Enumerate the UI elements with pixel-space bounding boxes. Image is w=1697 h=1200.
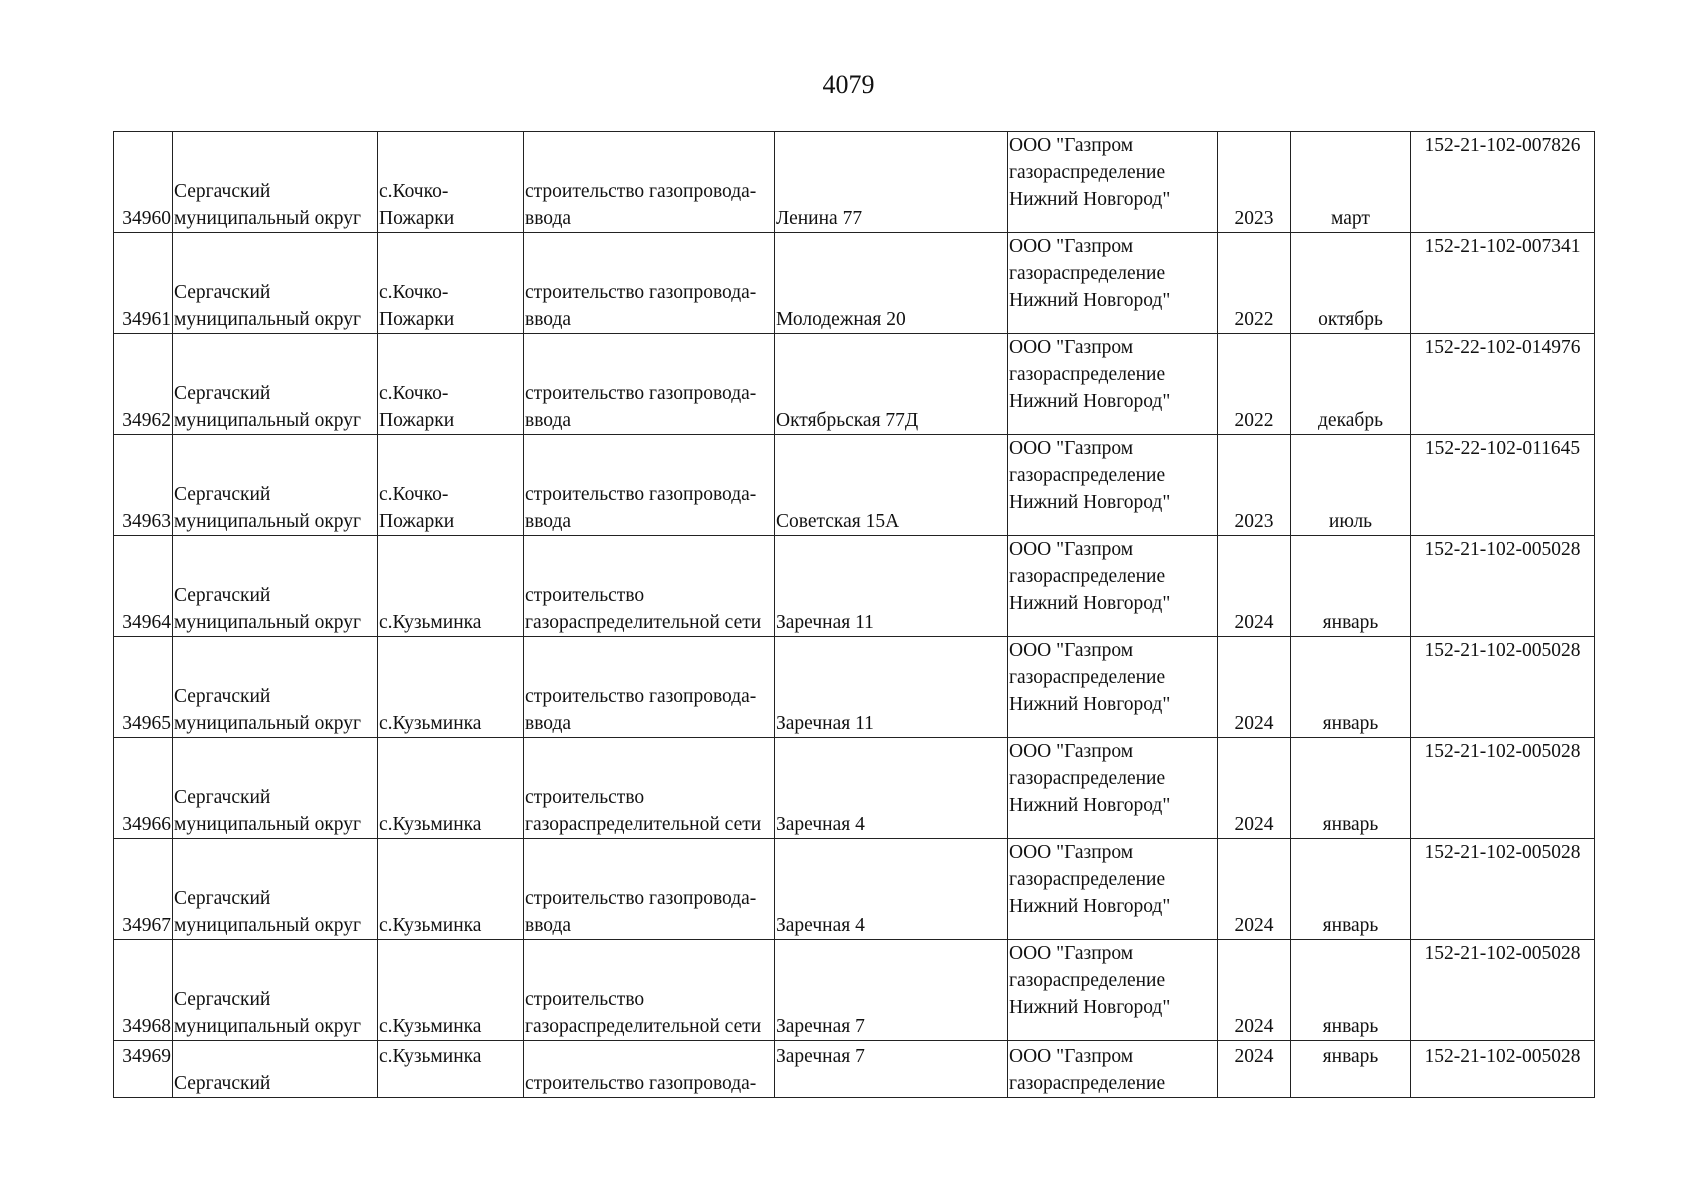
district-cell bbox=[173, 435, 378, 536]
address: Заречная 11 bbox=[776, 713, 874, 734]
locality-cell bbox=[378, 334, 524, 435]
address-cell bbox=[775, 637, 1008, 738]
organization-cell bbox=[1008, 132, 1218, 233]
organization-line: газораспределение bbox=[1009, 869, 1166, 890]
month: декабрь bbox=[1318, 410, 1383, 431]
organization-line: ООО "Газпром bbox=[1009, 337, 1134, 358]
work-type-line: газораспределительной сети bbox=[525, 814, 762, 835]
record-number: 34966 bbox=[122, 814, 171, 835]
work-type-cell bbox=[524, 536, 775, 637]
district-line: Сергачский bbox=[174, 787, 271, 808]
month-cell bbox=[1291, 839, 1411, 940]
month: январь bbox=[1322, 1046, 1379, 1067]
work-type-cell bbox=[524, 940, 775, 1041]
year: 2024 bbox=[1234, 713, 1274, 734]
page-number: 4079 bbox=[822, 70, 875, 99]
application-code: 152-21-102-005028 bbox=[1424, 741, 1581, 762]
district-line: Сергачский bbox=[174, 989, 271, 1010]
address: Заречная 7 bbox=[776, 1046, 865, 1067]
organization-cell bbox=[1008, 839, 1218, 940]
year: 2022 bbox=[1234, 309, 1274, 330]
year-cell bbox=[1218, 233, 1291, 334]
record-number-cell bbox=[114, 1041, 173, 1098]
locality-line: Пожарки bbox=[379, 208, 455, 229]
district-line: муниципальный округ bbox=[174, 309, 362, 330]
locality-line: с.Кузьминка bbox=[379, 915, 482, 936]
organization-line: ООО "Газпром bbox=[1009, 943, 1134, 964]
district-line: муниципальный округ bbox=[174, 410, 362, 431]
record-number: 34964 bbox=[122, 612, 171, 633]
table-row bbox=[114, 435, 1595, 536]
year: 2024 bbox=[1234, 915, 1274, 936]
record-number-cell bbox=[114, 738, 173, 839]
locality-line: с.Кочко- bbox=[379, 181, 449, 202]
month: октябрь bbox=[1318, 309, 1383, 330]
organization-cell bbox=[1008, 637, 1218, 738]
work-type-cell bbox=[524, 738, 775, 839]
organization-line: газораспределение bbox=[1009, 768, 1166, 789]
organization-line: газораспределение bbox=[1009, 465, 1166, 486]
district-line: муниципальный округ bbox=[174, 713, 362, 734]
work-type-cell bbox=[524, 334, 775, 435]
district-cell bbox=[173, 1041, 378, 1098]
locality-cell bbox=[378, 1041, 524, 1098]
district-cell bbox=[173, 334, 378, 435]
district-line: муниципальный округ bbox=[174, 1016, 362, 1037]
organization-line: Нижний Новгород" bbox=[1009, 694, 1171, 715]
year: 2024 bbox=[1234, 1016, 1274, 1037]
record-number: 34968 bbox=[122, 1016, 171, 1037]
table-row bbox=[114, 637, 1595, 738]
district-line: Сергачский bbox=[174, 686, 271, 707]
organization-line: ООО "Газпром bbox=[1009, 438, 1134, 459]
organization-cell bbox=[1008, 940, 1218, 1041]
address-cell bbox=[775, 738, 1008, 839]
locality-cell bbox=[378, 132, 524, 233]
work-type-line: строительство газопровода- bbox=[525, 282, 757, 303]
year: 2023 bbox=[1234, 208, 1274, 229]
district-line: Сергачский bbox=[174, 181, 271, 202]
month: январь bbox=[1322, 713, 1379, 734]
table-row bbox=[114, 839, 1595, 940]
application-code-cell bbox=[1411, 839, 1595, 940]
organization-line: газораспределение bbox=[1009, 1073, 1166, 1094]
record-number-cell bbox=[114, 334, 173, 435]
month: июль bbox=[1328, 511, 1373, 532]
address-cell bbox=[775, 435, 1008, 536]
district-line: муниципальный округ bbox=[174, 511, 362, 532]
address: Заречная 7 bbox=[776, 1016, 865, 1037]
year-cell bbox=[1218, 839, 1291, 940]
work-type-cell bbox=[524, 435, 775, 536]
district-line: Сергачский bbox=[174, 1073, 271, 1094]
record-number: 34963 bbox=[122, 511, 171, 532]
application-code-cell bbox=[1411, 637, 1595, 738]
organization-line: газораспределение bbox=[1009, 667, 1166, 688]
record-number: 34965 bbox=[122, 713, 171, 734]
application-code-cell bbox=[1411, 435, 1595, 536]
year-cell bbox=[1218, 435, 1291, 536]
year: 2022 bbox=[1234, 410, 1274, 431]
application-code: 152-21-102-007341 bbox=[1424, 236, 1581, 257]
organization-line: Нижний Новгород" bbox=[1009, 391, 1171, 412]
organization-cell bbox=[1008, 738, 1218, 839]
organization-line: ООО "Газпром bbox=[1009, 842, 1134, 863]
record-number: 34969 bbox=[122, 1046, 171, 1067]
organization-cell bbox=[1008, 536, 1218, 637]
organization-line: газораспределение bbox=[1009, 566, 1166, 587]
address-cell bbox=[775, 132, 1008, 233]
work-type-cell bbox=[524, 637, 775, 738]
organization-line: ООО "Газпром bbox=[1009, 236, 1134, 257]
month-cell bbox=[1291, 435, 1411, 536]
month-cell bbox=[1291, 233, 1411, 334]
month-cell bbox=[1291, 940, 1411, 1041]
address: Молодежная 20 bbox=[776, 309, 906, 330]
locality-line: Пожарки bbox=[379, 410, 455, 431]
record-number-cell bbox=[114, 536, 173, 637]
record-number-cell bbox=[114, 637, 173, 738]
record-number-cell bbox=[114, 839, 173, 940]
application-code-cell bbox=[1411, 940, 1595, 1041]
district-line: Сергачский bbox=[174, 383, 271, 404]
application-code-cell bbox=[1411, 132, 1595, 233]
address: Ленина 77 bbox=[776, 208, 863, 229]
address: Заречная 11 bbox=[776, 612, 874, 633]
organization-line: газораспределение bbox=[1009, 970, 1166, 991]
locality-cell bbox=[378, 435, 524, 536]
record-number: 34960 bbox=[122, 208, 171, 229]
work-type-cell bbox=[524, 132, 775, 233]
year-cell bbox=[1218, 1041, 1291, 1098]
application-code: 152-21-102-005028 bbox=[1424, 539, 1581, 560]
address-cell bbox=[775, 536, 1008, 637]
work-type-line: газораспределительной сети bbox=[525, 612, 762, 633]
table-row bbox=[114, 536, 1595, 637]
month: январь bbox=[1322, 1016, 1379, 1037]
year-cell bbox=[1218, 536, 1291, 637]
locality-line: с.Кочко- bbox=[379, 484, 449, 505]
work-type-line: строительство bbox=[525, 585, 645, 606]
table-row bbox=[114, 334, 1595, 435]
month-cell bbox=[1291, 132, 1411, 233]
district-cell bbox=[173, 839, 378, 940]
application-code: 152-21-102-005028 bbox=[1424, 640, 1581, 661]
organization-line: газораспределение bbox=[1009, 263, 1166, 284]
district-line: муниципальный округ bbox=[174, 814, 362, 835]
district-cell bbox=[173, 536, 378, 637]
address-cell bbox=[775, 233, 1008, 334]
locality-line: Пожарки bbox=[379, 511, 455, 532]
organization-cell bbox=[1008, 1041, 1218, 1098]
locality-line: с.Кочко- bbox=[379, 282, 449, 303]
district-cell bbox=[173, 233, 378, 334]
year: 2024 bbox=[1234, 1046, 1274, 1067]
table-row bbox=[114, 738, 1595, 839]
organization-cell bbox=[1008, 334, 1218, 435]
work-type-line: ввода bbox=[525, 915, 572, 936]
organization-line: ООО "Газпром bbox=[1009, 1046, 1134, 1067]
address: Заречная 4 bbox=[776, 814, 865, 835]
application-code-cell bbox=[1411, 1041, 1595, 1098]
district-cell bbox=[173, 940, 378, 1041]
work-type-cell bbox=[524, 1041, 775, 1098]
organization-line: ООО "Газпром bbox=[1009, 135, 1134, 156]
year: 2024 bbox=[1234, 612, 1274, 633]
application-code: 152-21-102-005028 bbox=[1424, 842, 1581, 863]
locality-cell bbox=[378, 839, 524, 940]
application-code: 152-21-102-005028 bbox=[1424, 1046, 1581, 1067]
record-number-cell bbox=[114, 132, 173, 233]
record-number: 34967 bbox=[122, 915, 171, 936]
application-code: 152-21-102-007826 bbox=[1424, 135, 1581, 156]
year: 2024 bbox=[1234, 814, 1274, 835]
district-line: Сергачский bbox=[174, 585, 271, 606]
locality-line: с.Кузьминка bbox=[379, 814, 482, 835]
application-code-cell bbox=[1411, 233, 1595, 334]
year-cell bbox=[1218, 738, 1291, 839]
address-cell bbox=[775, 940, 1008, 1041]
address-cell bbox=[775, 839, 1008, 940]
locality-line: с.Кузьминка bbox=[379, 713, 482, 734]
district-cell bbox=[173, 637, 378, 738]
district-line: Сергачский bbox=[174, 484, 271, 505]
month-cell bbox=[1291, 1041, 1411, 1098]
record-number: 34962 bbox=[122, 410, 171, 431]
application-code: 152-21-102-005028 bbox=[1424, 943, 1581, 964]
application-code-cell bbox=[1411, 738, 1595, 839]
district-line: муниципальный округ bbox=[174, 612, 362, 633]
work-type-line: газораспределительной сети bbox=[525, 1016, 762, 1037]
month-cell bbox=[1291, 637, 1411, 738]
organization-line: Нижний Новгород" bbox=[1009, 593, 1171, 614]
organization-line: Нижний Новгород" bbox=[1009, 290, 1171, 311]
work-type-line: ввода bbox=[525, 511, 572, 532]
table-row bbox=[114, 233, 1595, 334]
application-code: 152-22-102-014976 bbox=[1424, 337, 1581, 358]
organization-line: Нижний Новгород" bbox=[1009, 795, 1171, 816]
locality-cell bbox=[378, 738, 524, 839]
month-cell bbox=[1291, 334, 1411, 435]
record-number: 34961 bbox=[122, 309, 171, 330]
address-cell bbox=[775, 334, 1008, 435]
locality-cell bbox=[378, 940, 524, 1041]
organization-line: ООО "Газпром bbox=[1009, 539, 1134, 560]
work-type-line: строительство газопровода- bbox=[525, 1073, 757, 1094]
table-body bbox=[114, 132, 1595, 1098]
work-type-line: строительство газопровода- bbox=[525, 484, 757, 505]
month-cell bbox=[1291, 738, 1411, 839]
organization-cell bbox=[1008, 233, 1218, 334]
organization-line: Нижний Новгород" bbox=[1009, 997, 1171, 1018]
locality-line: с.Кузьминка bbox=[379, 612, 482, 633]
table-row bbox=[114, 940, 1595, 1041]
year-cell bbox=[1218, 940, 1291, 1041]
work-type-line: строительство газопровода- bbox=[525, 181, 757, 202]
district-cell bbox=[173, 738, 378, 839]
work-type-cell bbox=[524, 233, 775, 334]
application-code: 152-22-102-011645 bbox=[1424, 438, 1581, 459]
year-cell bbox=[1218, 637, 1291, 738]
month: январь bbox=[1322, 915, 1379, 936]
month: январь bbox=[1322, 612, 1379, 633]
address-cell bbox=[775, 1041, 1008, 1098]
record-number-cell bbox=[114, 940, 173, 1041]
locality-line: с.Кузьминка bbox=[379, 1046, 482, 1067]
work-type-line: строительство bbox=[525, 989, 645, 1010]
year-cell bbox=[1218, 132, 1291, 233]
district-line: Сергачский bbox=[174, 888, 271, 909]
work-type-line: строительство газопровода- bbox=[525, 686, 757, 707]
year-cell bbox=[1218, 334, 1291, 435]
locality-line: с.Кузьминка bbox=[379, 1016, 482, 1037]
organization-line: газораспределение bbox=[1009, 364, 1166, 385]
district-line: Сергачский bbox=[174, 282, 271, 303]
work-type-cell bbox=[524, 839, 775, 940]
record-number-cell bbox=[114, 233, 173, 334]
locality-cell bbox=[378, 637, 524, 738]
record-number-cell bbox=[114, 435, 173, 536]
month-cell bbox=[1291, 536, 1411, 637]
locality-cell bbox=[378, 233, 524, 334]
organization-line: Нижний Новгород" bbox=[1009, 189, 1171, 210]
table-row bbox=[114, 132, 1595, 233]
month: январь bbox=[1322, 814, 1379, 835]
month: март bbox=[1331, 208, 1370, 229]
address: Октябрьская 77Д bbox=[776, 410, 919, 431]
work-type-line: ввода bbox=[525, 410, 572, 431]
address: Заречная 4 bbox=[776, 915, 865, 936]
district-line: муниципальный округ bbox=[174, 915, 362, 936]
organization-line: ООО "Газпром bbox=[1009, 741, 1134, 762]
organization-line: газораспределение bbox=[1009, 162, 1166, 183]
application-code-cell bbox=[1411, 334, 1595, 435]
application-code-cell bbox=[1411, 536, 1595, 637]
district-line: муниципальный округ bbox=[174, 208, 362, 229]
organization-line: Нижний Новгород" bbox=[1009, 896, 1171, 917]
organization-line: ООО "Газпром bbox=[1009, 640, 1134, 661]
locality-cell bbox=[378, 536, 524, 637]
work-type-line: строительство bbox=[525, 787, 645, 808]
work-type-line: строительство газопровода- bbox=[525, 383, 757, 404]
address: Советская 15А bbox=[776, 511, 900, 532]
work-type-line: ввода bbox=[525, 208, 572, 229]
organization-line: Нижний Новгород" bbox=[1009, 492, 1171, 513]
register-table bbox=[113, 131, 1595, 1098]
table-row bbox=[114, 1041, 1595, 1098]
year: 2023 bbox=[1234, 511, 1274, 532]
organization-cell bbox=[1008, 435, 1218, 536]
work-type-line: строительство газопровода- bbox=[525, 888, 757, 909]
work-type-line: ввода bbox=[525, 309, 572, 330]
work-type-line: ввода bbox=[525, 713, 572, 734]
locality-line: Пожарки bbox=[379, 309, 455, 330]
district-cell bbox=[173, 132, 378, 233]
locality-line: с.Кочко- bbox=[379, 383, 449, 404]
